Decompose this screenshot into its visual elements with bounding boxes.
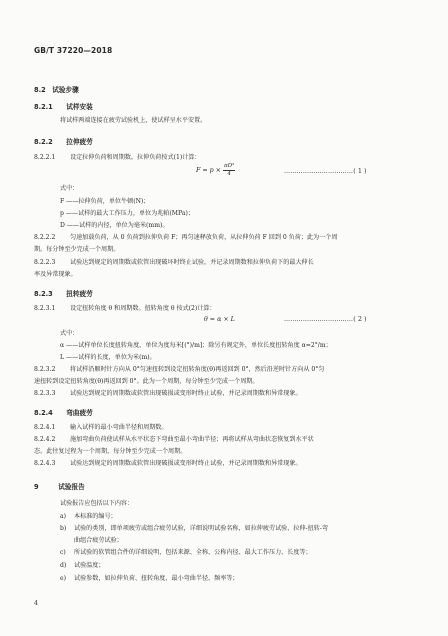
formula-1: F = p × $\frac{\text{πD²}}{4}$ (196, 163, 235, 177)
clause-8-2-2-2-cont: 期。每分钟至少完成一个周期。 (34, 246, 120, 253)
report-item-d: d) 试验温度； (60, 562, 105, 569)
clause-8-2-3-2-cont: 速扭转到设定扭转角度(θ)再返回到 0°。此为一个周期，每分钟至少完成一个周期。 (34, 378, 259, 385)
where-label-1: 式中： (60, 185, 79, 192)
page-number: 4 (34, 600, 38, 607)
clause-8-2-2-1: 8.2.2.1 设定拉伸负荷和周期数。拉伸负荷按式(1)计算： (34, 154, 201, 161)
clause-8-2-2-2: 8.2.2.2 匀速加载负荷，从 0 负荷到拉伸负荷 F；再匀速释放负荷，从拉伸负荷 F 回到 0 负荷；此为一个周 (34, 234, 338, 241)
definition-L: L ——试样的长度，单位为米(m)。 (60, 354, 156, 361)
equation-number-1: ……………………………( 1 ) (284, 168, 367, 175)
clause-8-2-4-2-cont: 态。此往复过程为一个周期，每分钟至少完成一个周期。 (34, 448, 187, 455)
report-item-b-cont: 曲组合疲劳试验； (74, 537, 123, 544)
clause-8-2-3-2: 8.2.3.2 将试样沿顺时针方向从 0°匀速扭转到设定扭转角度(θ)再返回到 0°，然后沿逆时针方向从 0°匀 (34, 366, 325, 373)
section-heading-8-2: 8.2 试验步骤 (34, 86, 79, 94)
report-item-a: a) 本标准的编号； (60, 513, 117, 520)
section-heading-8-2-1: 8.2.1 试样安装 (34, 103, 93, 111)
clause-8-2-4-3: 8.2.4.3 试验达到规定的周期数或软管出现破损或变形时终止试验，并记录周期数和异常现象。 (34, 460, 302, 467)
report-item-c: c) 所试验的软管组合件的详细说明，包括来源、全称、公称内径、最大工作压力、长度等； (60, 549, 312, 556)
section-heading-9: 9 试验报告 (34, 483, 85, 491)
definition-p: p ——试样的最大工作压力，单位为兆帕(MPa)； (60, 210, 194, 217)
formula-1-fraction: $\frac{\text{πD²}}{4}$ (223, 163, 235, 177)
where-label-2: 式中： (60, 330, 79, 337)
report-item-e: e) 试验参数，如拉伸负荷、扭转角度、最小弯曲半径、频率等； (60, 575, 239, 582)
section-heading-8-2-2: 8.2.2 拉伸疲劳 (34, 138, 93, 146)
clause-8-2-2-3-cont: 率及异常现象。 (34, 271, 77, 278)
clause-8-2-2-3: 8.2.2.3 试验达到规定的周期数或软管出现破坏时终止试验，并记录周期数和拉伸负荷下的最大伸长 (34, 259, 314, 266)
report-intro: 试验报告应包括以下内容： (60, 500, 134, 507)
report-item-b: b) 试验的类别，即单项疲劳或组合疲劳试验，详细说明试验名称，如拉伸疲劳试验、拉伸-扭转-弯 (60, 525, 328, 532)
definition-F: F ——拉伸负荷，单位牛顿(N)； (60, 198, 150, 205)
equation-number-2: ……………………………( 2 ) (284, 316, 367, 323)
definition-alpha: α ——试样单位长度扭转角度，单位为度每米[(°)/m]；除另有规定外，单位长度扭转角度 α=2°/m； (60, 342, 332, 349)
clause-8-2-4-1: 8.2.4.1 输入试样的最小弯曲半径和周期数。 (34, 424, 168, 431)
clause-8-2-3-1: 8.2.3.1 设定扭转角度 θ 和周期数。扭转角度 θ 按式(2)计算： (34, 305, 216, 312)
clause-8-2-4-2: 8.2.4.2 施加弯曲负荷使试样从水平状态下弯曲至最小弯曲半径；再将试样从弯曲状态恢复到水平状 (34, 436, 314, 443)
section-heading-8-2-3: 8.2.3 扭转疲劳 (34, 290, 93, 298)
paragraph-8-2-1: 将试样两端连接在疲劳试验机上，使试样呈水平安置。 (60, 117, 207, 124)
formula-2: θ = α × L (204, 316, 235, 323)
definition-D: D ——试样的内径，单位为毫米(mm)。 (60, 222, 169, 229)
clause-8-2-3-3: 8.2.3.3 试验达到规定的周期数或软管出现破损或变形时终止试验，并记录周期数和异常现象。 (34, 390, 302, 397)
section-heading-8-2-4: 8.2.4 弯曲疲劳 (34, 409, 93, 417)
standard-number: GB/T 37220—2018 (34, 46, 113, 55)
